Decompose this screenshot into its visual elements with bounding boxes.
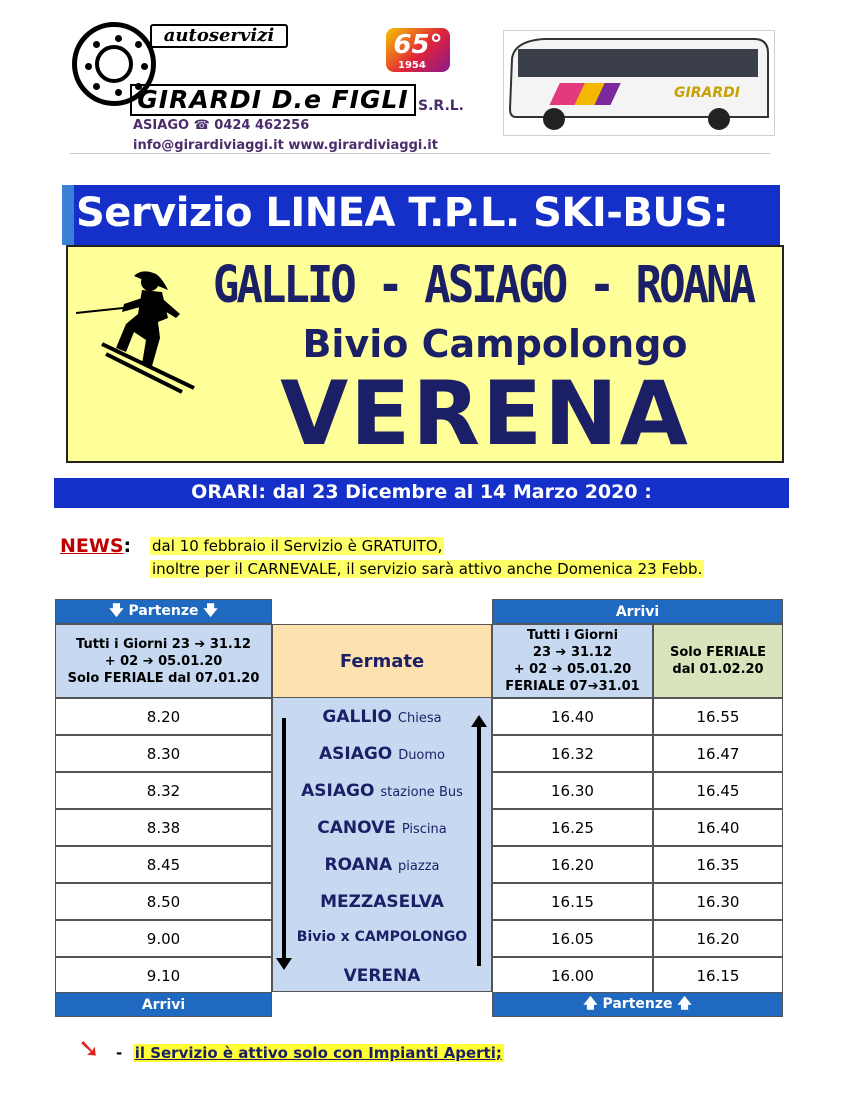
service-title: Servizio LINEA T.P.L. SKI-BUS: (76, 190, 729, 236)
arrival-time-feriale: 16.40 (653, 809, 783, 846)
orari-text: ORARI: dal 23 Dicembre al 14 Marzo 2020 : (191, 481, 652, 503)
departure-time: 9.00 (55, 920, 272, 957)
logo-company-name: GIRARDI D.e FIGLI (130, 84, 416, 116)
arrivi-schedule-header: Tutti i Giorni 23 ➔ 31.12 + 02 ➔ 05.01.20 FERIALE 07➔31.01 (492, 624, 653, 698)
news-line-1: dal 10 febbraio il Servizio è GRATUITO, (152, 537, 443, 555)
arrival-time: 16.30 (492, 772, 653, 809)
email-website: info@girardiviaggi.it www.girardiviaggi.it (133, 138, 438, 153)
header-divider (70, 153, 770, 154)
stops-column (272, 697, 492, 992)
logo-autoservizi: autoservizi (150, 24, 288, 48)
arrival-time: 16.20 (492, 846, 653, 883)
arrivi-header: Arrivi (492, 599, 783, 624)
city-phone: ASIAGO ☎ 0424 462256 (133, 118, 310, 133)
arrival-time: 16.32 (492, 735, 653, 772)
bus-brand: GIRARDI (674, 85, 740, 101)
partenze-header: 🡇 Partenze 🡇 (55, 599, 272, 624)
departure-time: 8.20 (55, 698, 272, 735)
arrival-time: 16.00 (492, 957, 653, 994)
logo-srl: S.R.L. (418, 98, 464, 114)
departure-time: 9.10 (55, 957, 272, 994)
stop-name: CANOVE Piscina (317, 818, 447, 838)
arrival-time-feriale: 16.35 (653, 846, 783, 883)
anniversary-year: 1954 (398, 60, 426, 71)
partenze-footer: 🡅 Partenze 🡅 (492, 992, 783, 1017)
departure-time: 8.45 (55, 846, 272, 883)
news-line-2: inoltre per il CARNEVALE, il servizio sarà attivo anche Domenica 23 Febb. (152, 560, 703, 578)
arrival-time: 16.15 (492, 883, 653, 920)
departure-time: 8.50 (55, 883, 272, 920)
stop-name: ROANA piazza (324, 855, 440, 875)
stop-name: GALLIO Chiesa (322, 707, 442, 727)
anniversary-badge: 65° (386, 28, 450, 72)
arrival-time-feriale: 16.30 (653, 883, 783, 920)
feriale-header: Solo FERIALE dal 01.02.20 (653, 624, 783, 698)
fermate-header: Fermate (272, 624, 492, 698)
arrival-time: 16.40 (492, 698, 653, 735)
partenze-schedule-header: Tutti i Giorni 23 ➔ 31.12 + 02 ➔ 05.01.20 Solo FERIALE dal 07.01.20 (55, 624, 272, 698)
route-line-2: Bivio Campolongo (302, 322, 688, 366)
news-label: NEWS: (60, 535, 132, 557)
arrival-time-feriale: 16.55 (653, 698, 783, 735)
departure-time: 8.32 (55, 772, 272, 809)
departure-time: 8.38 (55, 809, 272, 846)
arrival-time-feriale: 16.45 (653, 772, 783, 809)
bus-image (503, 30, 775, 136)
red-arrow-icon: ➘ (78, 1034, 100, 1064)
stop-name: ASIAGO stazione Bus (301, 781, 463, 801)
stop-name: MEZZASELVA (320, 892, 444, 912)
arrival-time: 16.05 (492, 920, 653, 957)
departure-time: 8.30 (55, 735, 272, 772)
route-destination: VERENA (280, 362, 690, 465)
footer-note: - il Servizio è attivo solo con Impianti Aperti; (116, 1044, 502, 1062)
stop-name: VERENA (343, 966, 421, 986)
arrival-time: 16.25 (492, 809, 653, 846)
arrivi-footer: Arrivi (55, 992, 272, 1017)
stop-name: ASIAGO Duomo (318, 744, 446, 764)
arrival-time-feriale: 16.20 (653, 920, 783, 957)
skier-icon (72, 268, 202, 402)
stop-name: Bivio x CAMPOLONGO (296, 929, 468, 945)
arrival-time-feriale: 16.15 (653, 957, 783, 994)
arrival-time-feriale: 16.47 (653, 735, 783, 772)
route-line-1: GALLIO - ASIAGO - ROANA (212, 256, 754, 315)
